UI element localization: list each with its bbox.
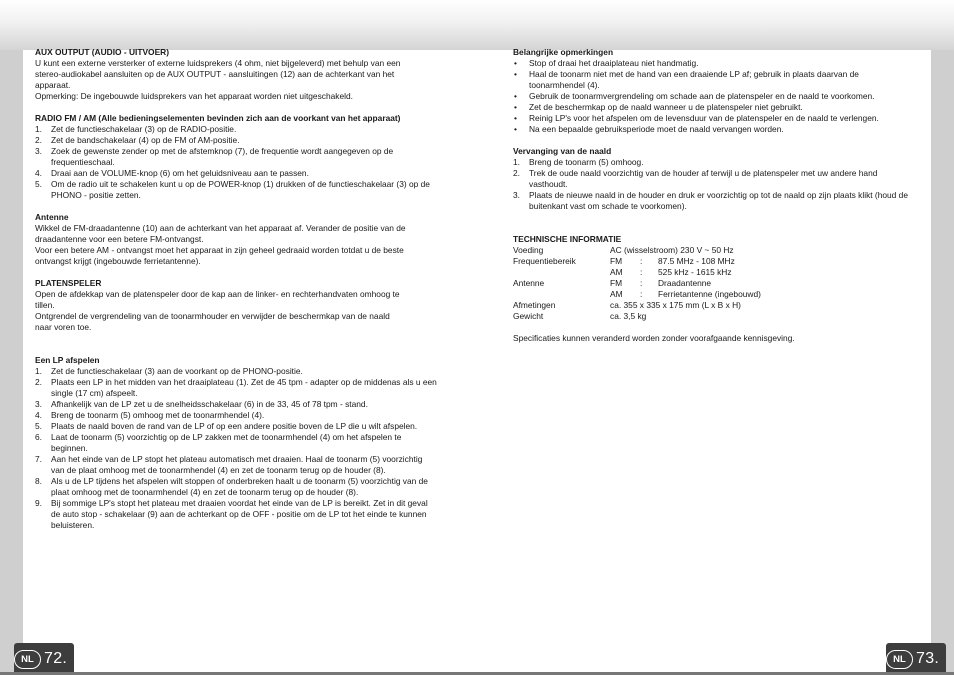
needle-steps bbox=[513, 157, 913, 212]
spec-value: ca. 355 x 335 x 175 mm (L x B x H) bbox=[610, 300, 741, 310]
antenne-line: ontvangst krijgt (ingebouwde ferrietantenne). bbox=[35, 256, 201, 266]
section-aux-output bbox=[35, 47, 437, 102]
list-item bbox=[35, 377, 437, 399]
radio-steps bbox=[35, 124, 437, 201]
spec-colon: : bbox=[640, 278, 643, 288]
spec-band: FM bbox=[610, 256, 623, 266]
right-page-column bbox=[513, 47, 913, 344]
platenspeler-line: tillen. bbox=[35, 300, 55, 310]
step-number: 5. bbox=[35, 421, 42, 431]
heading-aux-output: AUX OUTPUT (AUDIO - UITVOER) bbox=[35, 47, 169, 57]
step-number: 1. bbox=[35, 124, 42, 134]
table-row bbox=[513, 300, 761, 311]
spec-label: Antenne bbox=[513, 278, 545, 288]
step-number: 4. bbox=[35, 168, 42, 178]
list-item: • Zet de beschermkap op de naald wanneer u de platenspeler niet gebruikt. bbox=[513, 102, 913, 113]
step-text: Zoek de gewenste zender op met de afstemknop (7), de frequentie wordt aangegeven op de frequentieschaal. bbox=[51, 146, 394, 167]
list-item bbox=[35, 410, 437, 421]
list-item bbox=[513, 190, 913, 212]
step-text: Aan het einde van de LP stopt het plateau automatisch met draaien. Haal de toonarm (5) voorzichtig van de plaat omhoog met de toonarmhendel (4) en zet de toonarm terug op de houder (8). bbox=[51, 454, 423, 475]
list-item bbox=[35, 124, 437, 135]
step-number: 1. bbox=[513, 157, 520, 167]
spec-label: Voeding bbox=[513, 245, 544, 255]
list-item bbox=[35, 498, 437, 531]
step-number: 3. bbox=[35, 399, 42, 409]
step-number: 2. bbox=[35, 135, 42, 145]
platenspeler-line: naar voren toe. bbox=[35, 322, 92, 332]
step-text: Afhankelijk van de LP zet u de snelheidsschakelaar (6) in de 33, 45 of 78 tpm - stand. bbox=[51, 399, 368, 409]
step-number: 5. bbox=[35, 179, 42, 189]
step-number: 3. bbox=[35, 146, 42, 156]
lp-steps bbox=[35, 366, 437, 531]
platenspeler-line: Ontgrendel de vergrendeling van de toonarmhouder en verwijder de beschermkap van de naald bbox=[35, 311, 390, 321]
spec-value: 87.5 MHz - 108 MHz bbox=[658, 256, 735, 266]
list-item bbox=[35, 421, 437, 432]
specs-disclaimer: Specificaties kunnen veranderd worden zonder voorafgaande kennisgeving. bbox=[513, 333, 795, 343]
spec-colon: : bbox=[640, 256, 643, 266]
antenne-line: draadantenne voor een betere FM-ontvangst. bbox=[35, 234, 204, 244]
language-badge: NL bbox=[14, 650, 41, 669]
left-margin-bar bbox=[0, 50, 23, 675]
step-text: Breng de toonarm (5) omhoog met de toonarmhendel (4). bbox=[51, 410, 265, 420]
list-item bbox=[35, 179, 437, 201]
language-badge: NL bbox=[886, 650, 913, 669]
heading-radio: RADIO FM / AM (Alle bedieningselementen bevinden zich aan de voorkant van het apparaat) bbox=[35, 113, 401, 123]
spec-colon: : bbox=[640, 267, 643, 277]
step-number: 4. bbox=[35, 410, 42, 420]
left-page-column bbox=[35, 47, 437, 542]
aux-line: stereo-audiokabel aansluiten op de AUX OUTPUT - aansluitingen (12) aan de achterkant van het bbox=[35, 69, 395, 79]
step-number: 6. bbox=[35, 432, 42, 442]
heading-specs: TECHNISCHE INFORMATIE bbox=[513, 234, 622, 244]
spec-value: AC (wisselstroom) 230 V ~ 50 Hz bbox=[610, 245, 734, 255]
list-item bbox=[35, 135, 437, 146]
heading-naald: Vervanging van de naald bbox=[513, 146, 612, 156]
list-item: • Haal de toonarm niet met de hand van een draaiende LP af; gebruik in plaats daarvan de toonarmhendel (4). bbox=[513, 69, 913, 91]
step-text: Bij sommige LP's stopt het plateau met draaien voordat het einde van de LP is bereikt. Zet in dit geval de auto stop - schakelaar (9) aan de achterkant op de OFF - positie om de LP tot het einde te kunnen beluisteren. bbox=[51, 498, 428, 530]
list-item bbox=[35, 168, 437, 179]
heading-lp-afspelen: Een LP afspelen bbox=[35, 355, 100, 365]
step-number: 9. bbox=[35, 498, 42, 508]
page-badge-left bbox=[14, 646, 67, 672]
section-naald bbox=[513, 146, 913, 212]
section-radio bbox=[35, 113, 437, 201]
antenne-line: Wikkel de FM-draadantenne (10) aan de achterkant van het apparaat af. Verander de positie van de bbox=[35, 223, 406, 233]
list-item bbox=[35, 366, 437, 377]
list-item bbox=[35, 454, 437, 476]
antenne-line: Voor een betere AM - ontvangst moet het apparaat in zijn geheel gedraaid worden totdat u de beste bbox=[35, 245, 404, 255]
list-item: • Na een bepaalde gebruiksperiode moet de naald vervangen worden. bbox=[513, 124, 913, 135]
step-number: 8. bbox=[35, 476, 42, 486]
table-row bbox=[513, 245, 761, 256]
list-item bbox=[35, 432, 437, 454]
spec-band: AM bbox=[610, 289, 623, 299]
section-opmerkingen bbox=[513, 47, 913, 135]
step-text: Draai aan de VOLUME-knop (6) om het geluidsniveau aan te passen. bbox=[51, 168, 309, 178]
list-item bbox=[513, 157, 913, 168]
table-row bbox=[513, 311, 761, 322]
spacer bbox=[513, 223, 913, 234]
spec-label bbox=[513, 267, 610, 278]
spacer bbox=[35, 344, 437, 355]
section-lp-afspelen bbox=[35, 355, 437, 531]
spec-label: Gewicht bbox=[513, 311, 544, 321]
spec-value: 525 kHz - 1615 kHz bbox=[658, 267, 732, 277]
step-text: Zet de bandschakelaar (4) op de FM of AM-positie. bbox=[51, 135, 240, 145]
platenspeler-line: Open de afdekkap van de platenspeler door de kap aan de linker- en rechterhandvaten omhoog te bbox=[35, 289, 400, 299]
spec-value: Draadantenne bbox=[658, 278, 712, 288]
spec-label: Afmetingen bbox=[513, 300, 556, 310]
step-number: 3. bbox=[513, 190, 520, 200]
section-specs bbox=[513, 234, 913, 322]
step-text: Zet de functieschakelaar (3) op de RADIO-positie. bbox=[51, 124, 237, 134]
step-text: Om de radio uit te schakelen kunt u op de POWER-knop (1) drukken of de functieschakelaar (3) op de PHONO - positie zetten. bbox=[51, 179, 430, 200]
list-item: • Stop of draai het draaiplateau niet handmatig. bbox=[513, 58, 913, 69]
aux-line: U kunt een externe versterker of externe luidsprekers (4 ohm, niet bijgeleverd) met behulp van een bbox=[35, 58, 401, 68]
step-number: 7. bbox=[35, 454, 42, 464]
list-item: • Gebruik de toonarmvergrendeling om schade aan de platenspeler en de naald te voorkomen. bbox=[513, 91, 913, 102]
step-text: Zet de functieschakelaar (3) aan de voorkant op de PHONO-positie. bbox=[51, 366, 303, 376]
page-number: 73. bbox=[916, 650, 940, 667]
step-text: Plaats de naald boven de rand van de LP of op een andere positie boven de LP die u wilt afspelen. bbox=[51, 421, 418, 431]
section-platenspeler bbox=[35, 278, 437, 333]
step-number: 2. bbox=[513, 168, 520, 178]
spec-label: Frequentiebereik bbox=[513, 256, 576, 266]
step-text: Plaats een LP in het midden van het draaiplateau (1). Zet de 45 tpm - adapter op de middenas als u een single (17 cm) afspeelt. bbox=[51, 377, 437, 398]
spec-value: ca. 3,5 kg bbox=[610, 311, 647, 321]
step-text: Als u de LP tijdens het afspelen wilt stoppen of onderbreken haalt u de toonarm (5) voorzichtig van de plaat omhoog met de toonarmhendel (4) en zet de toonarm terug op de houder (8). bbox=[51, 476, 428, 497]
heading-antenne: Antenne bbox=[35, 212, 69, 222]
spec-label bbox=[513, 289, 610, 300]
header-band bbox=[0, 0, 954, 50]
list-item bbox=[35, 476, 437, 498]
right-margin-bar bbox=[931, 50, 954, 675]
page-number: 72. bbox=[44, 650, 68, 667]
step-number: 2. bbox=[35, 377, 42, 387]
table-row bbox=[513, 267, 761, 278]
heading-platenspeler: PLATENSPELER bbox=[35, 278, 102, 288]
spec-value: Ferrietantenne (ingebouwd) bbox=[658, 289, 761, 299]
step-number: 1. bbox=[35, 366, 42, 376]
spec-colon: : bbox=[640, 289, 643, 299]
heading-opmerkingen: Belangrijke opmerkingen bbox=[513, 47, 614, 57]
section-antenne bbox=[35, 212, 437, 267]
step-text: Plaats de nieuwe naald in de houder en druk er voorzichtig op tot de naald op zijn plaats klikt (houd de buitenkant vast om schade te voorkomen). bbox=[529, 190, 908, 211]
list-item bbox=[35, 399, 437, 410]
remarks-list bbox=[513, 58, 913, 135]
step-text: Trek de oude naald voorzichtig van de houder af terwijl u de platenspeler met uw andere hand vasthoudt. bbox=[529, 168, 878, 189]
spec-band: FM bbox=[610, 278, 623, 288]
list-item: • Reinig LP's voor het afspelen om de levensduur van de platenspeler en de naald te verlengen. bbox=[513, 113, 913, 124]
aux-line: apparaat. bbox=[35, 80, 71, 90]
specs-table bbox=[513, 245, 761, 322]
aux-note: Opmerking: De ingebouwde luidsprekers van het apparaat worden niet uitgeschakeld. bbox=[35, 91, 353, 101]
table-row bbox=[513, 278, 761, 289]
page-badge-right bbox=[886, 646, 939, 672]
list-item bbox=[35, 146, 437, 168]
spec-band: AM bbox=[610, 267, 623, 277]
step-text: Laat de toonarm (5) voorzichtig op de LP zakken met de toonarmhendel (4) om het afspelen te beginnen. bbox=[51, 432, 402, 453]
step-text: Breng de toonarm (5) omhoog. bbox=[529, 157, 644, 167]
list-item bbox=[513, 168, 913, 190]
table-row bbox=[513, 256, 761, 267]
table-row bbox=[513, 289, 761, 300]
